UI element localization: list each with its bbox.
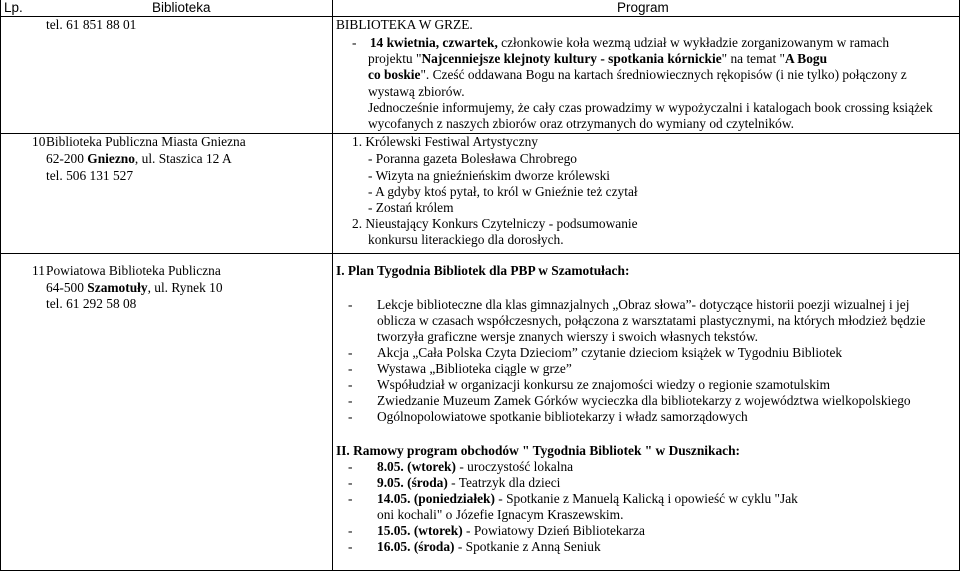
r10-item: - Wizyta na gnieźnieńskim dworze królewski (368, 168, 611, 183)
r11-sec1-item: Ogólnopolowiatowe spotkanie bibliotekarzy i władz samorządowych (377, 409, 748, 424)
r11-name: Powiatowa Biblioteka Publiczna (46, 263, 221, 278)
r11-sec1-item: Współudział w organizacji konkursu ze znajomości wiedzy o regionie szamotulskim (377, 377, 831, 392)
r10-name: Biblioteka Publiczna Miasta Gniezna (46, 134, 246, 149)
r11-sec2-item: 15.05. (wtorek) - Powiatowy Dzień Bibliotekarza (377, 523, 645, 538)
bullet-dash: - (348, 393, 353, 408)
table-header (0, 0, 960, 17)
r11-sec2-item: 9.05. (środa) - Teatrzyk dla dzieci (377, 475, 561, 490)
bullet-dash: - (348, 523, 353, 538)
header-biblioteka: Biblioteka (152, 0, 211, 15)
r11-section1-title: I. Plan Tygodnia Bibliotek dla PBP w Szamotułach: (336, 263, 630, 278)
bullet-dash: - (348, 409, 353, 424)
r9-tel: tel. 61 851 88 01 (46, 17, 137, 32)
r10-item: - Poranna gazeta Bolesława Chrobrego (368, 151, 577, 166)
r11-sec1-item: Wystawa „Biblioteka ciągle w grze” (377, 361, 572, 376)
r11-section2-title: II. Ramowy program obchodów " Tygodnia Bibliotek " w Dusznikach: (336, 443, 740, 458)
r9-p2-line1: Jednocześnie informujemy, że cały czas prowadzimy w wypożyczalni i katalogach book crossing książek (368, 100, 933, 115)
r10-item: 2. Nieustający Konkurs Czytelniczy - podsumowanie (352, 216, 638, 231)
r10-item: konkursu literackiego dla dorosłych. (368, 232, 564, 247)
r11-lp: 11 (32, 263, 45, 278)
r9-p1-line4: wystawą zbiorów. (368, 84, 465, 99)
r10-lp: 10 (32, 134, 46, 149)
r9-p1-line2: projektu "Najcenniejsze klejnoty kultury - spotkania kórnickie" na temat "A Bogu (368, 51, 828, 66)
r11-sec2-item: 8.05. (wtorek) - uroczystość lokalna (377, 459, 574, 474)
bullet-dash: - (348, 297, 353, 312)
r11-sec1-item: tworzyła graficzne wersje znanych wierszy i swoich własnych tekstów. (377, 329, 758, 344)
bullet-dash: - (348, 539, 353, 554)
r10-item: - Zostań królem (368, 200, 454, 215)
header-lp: Lp. (4, 0, 23, 15)
r9-p1-line3: co boskie". Cześć oddawana Bogu na kartach średniowiecznych rękopisów (i nie tylko) połączony z (368, 67, 907, 82)
r11-sec2-item: 14.05. (poniedziałek) - Spotkanie z Manuelą Kalicką i opowieść w cyklu "Jak (377, 491, 798, 506)
r9-title: BIBLIOTEKA W GRZE. (336, 17, 473, 32)
r11-sec1-item: Akcja „Cała Polska Czyta Dzieciom” czytanie dzieciom książek w Tygodniu Bibliotek (377, 345, 843, 360)
bullet-dash: - (348, 459, 353, 474)
r11-address: 64-500 Szamotuły, ul. Rynek 10 (46, 280, 223, 295)
bullet-dash: - (348, 345, 353, 360)
column-divider (332, 0, 333, 571)
row-divider-11 (0, 253, 960, 254)
r11-sec1-item: oblicza w czasach współczesnych, połączona z warsztatami plastycznymi, na których młodzież będzie (377, 313, 926, 328)
r9-p2-line2: wycofanych z naszych zbiorów oraz otrzymanych do wymiany od czytelników. (368, 116, 794, 131)
r10-address: 62-200 Gniezno, ul. Staszica 12 A (46, 151, 232, 166)
r11-sec2-continuation: oni kochali" o Józefie Ignacym Kraszewskim. (377, 507, 624, 522)
r10-item: - A gdyby ktoś pytał, to król w Gnieźnie też czytał (368, 184, 638, 199)
r9-p1-line1: - 14 kwietnia, czwartek, członkowie koła wezmą udział w wykładzie zorganizowanym w ramach (352, 35, 890, 50)
r11-sec1-item: Zwiedzanie Muzeum Zamek Górków wycieczka dla bibliotekarzy z województwa wielkopolskiego (377, 393, 911, 408)
r10-tel: tel. 506 131 527 (46, 168, 134, 183)
bullet-dash: - (348, 475, 353, 490)
header-program: Program (617, 0, 669, 15)
bullet-dash: - (348, 377, 353, 392)
r11-tel: tel. 61 292 58 08 (46, 296, 137, 311)
table-border-left (0, 0, 1, 571)
bullet-dash: - (348, 361, 353, 376)
bullet-dash: - (348, 491, 353, 506)
r10-item: 1. Królewski Festiwal Artystyczny (352, 134, 538, 149)
r11-sec1-item: Lekcje biblioteczne dla klas gimnazjalnych „Obraz słowa”- dotyczące historii poezji wizualnej i jej (377, 297, 910, 312)
r11-sec2-item: 16.05. (środa) - Spotkanie z Anną Seniuk (377, 539, 601, 554)
